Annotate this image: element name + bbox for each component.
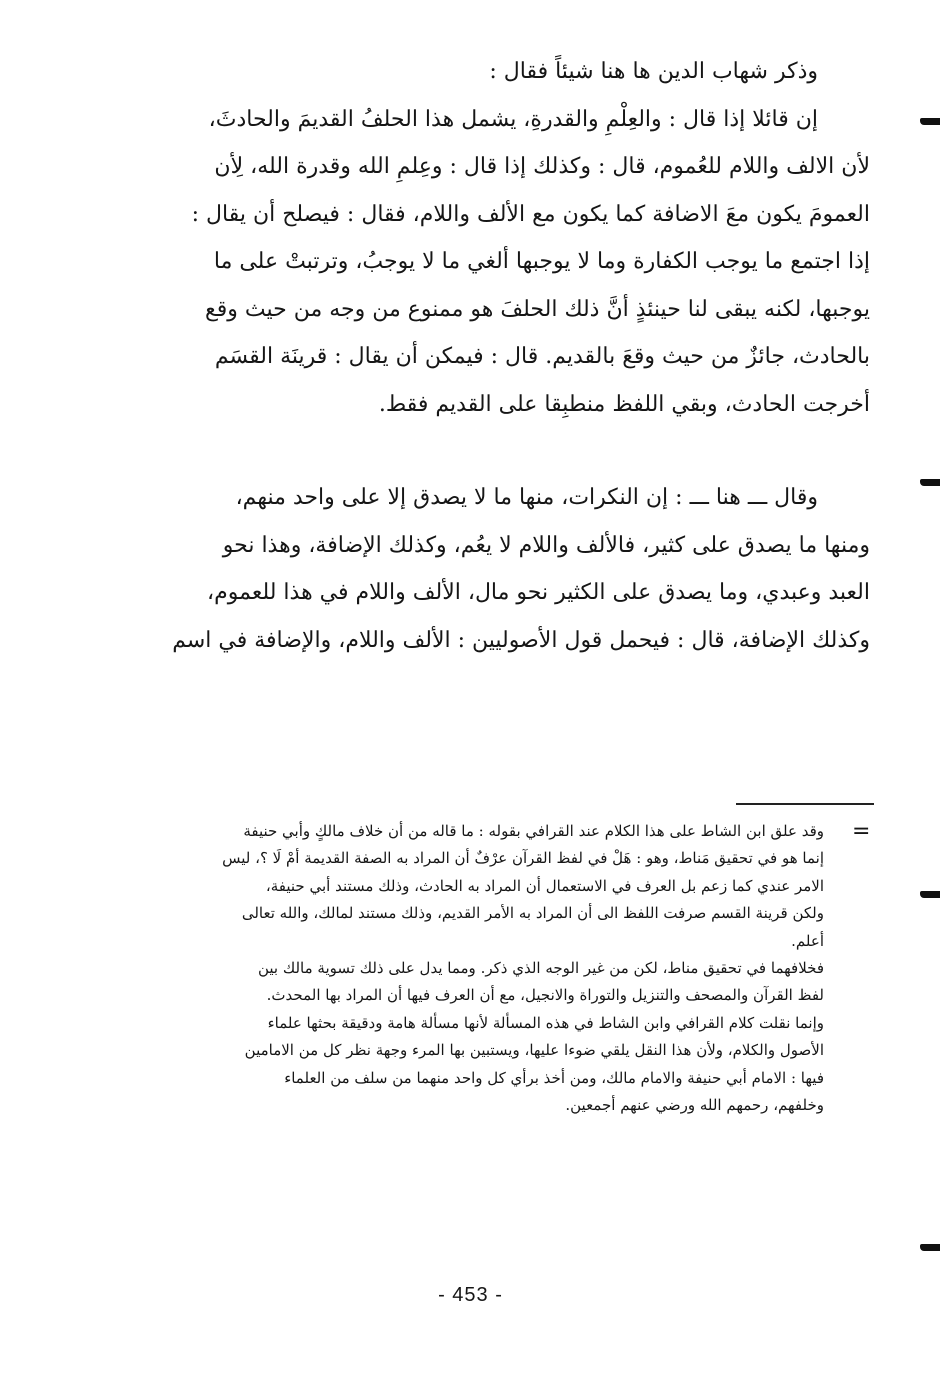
margin-ink-mark [920,479,940,486]
text-line: العمومَ يكون معَ الاضافة كما يكون مع الألف واللام، فقال : فيصلح أن يقال : [191,201,870,227]
footnote-line: أعلم. [791,931,824,950]
footnote-line: فيها : الامام أبي حنيفة والامام مالك، ومن أخذ برأي كل واحد منهما من سلف من العلماء [284,1068,824,1087]
page-number: - 453 - [438,1284,503,1306]
text-line: يوجبها، لكنه يبقى لنا حينئذٍ أنَّ ذلك الحلفَ هو ممنوع من وجه من حيث وقع [205,296,870,322]
main-paragraph-2 [158,474,870,664]
text-line: لأن الالف واللام للعُموم، قال : وكذلك إذا قال : وعِلمِ الله وقدرة الله، لِأن [214,154,870,179]
footnote-line: لفظ القرآن والمصحف والتنزيل والتوراة والانجيل، مع أن العرف فيها أن المراد بها المحدث. [266,986,824,1005]
footnote-separator [736,803,874,805]
footnote-line: الأصول والكلام، ولأن هذا النقل يلقي ضوءا عليها، ويستبين بها المرء وجهة نظر كل من الامامين [244,1041,824,1060]
margin-ink-mark [920,891,940,898]
text-line: إن قائلا إذا قال : والعِلْمِ والقدرةِ، يشمل هذا الحلفُ القديمَ والحادثَ، [208,106,818,132]
text-line: وقال ـــ هنا ـــ : إن النكرات، منها ما لا يصدق إلا على واحد منهم، [235,485,818,510]
text-line: وذكر شهاب الدين ها هنا شيئاً فقال : [489,59,818,84]
footnote-continuation-mark: = [852,819,871,844]
footnote-line: فخلافهما في تحقيق مناط، لكن من غير الوجه الذي ذكر. ومما يدل على ذلك تسوية مالك بين [257,958,824,977]
footnotes [150,818,872,1119]
footnote-line: إنما هو في تحقيق مَناط، وهو : هَلْ في لفظ القرآن عرْفٌ أن المراد به الصفة القديمة أمْ لَا ؟، ليس [222,849,824,868]
footnote-line: وخلفهم، رحمهم الله ورضي عنهم أجمعين. [565,1095,824,1114]
footnote-line: وقد علق ابن الشاط على هذا الكلام عند القرافي بقوله : ما قاله من أن خلاف مالكٍ وأبي حنيفة [243,822,824,840]
text-line: ومنها ما يصدق على كثير، فالألف واللام لا يعُم، وكذلك الإضافة، وهذا نحو [222,532,870,558]
text-line: إذا اجتمع ما يوجب الكفارة وما لا يوجبها ألغي ما لا يوجبُ، وترتبتْ على ما [213,249,870,274]
main-paragraph-1 [158,48,870,428]
text-line: وكذلك الإضافة، قال : فيحمل قول الأصوليين : الألف واللام، والإضافة في اسم [172,627,870,653]
text-line: أخرجت الحادث، وبقي اللفظ منطبِقا على القديم فقط. [378,391,870,417]
footnote-line: ولكن قرينة القسم صرفت اللفظ الى أن المراد به الأمر القديم، وذلك مستند لمالك، والله تعالى [241,904,824,923]
footnote-line: الامر عندي كما زعم بل العرف في الاستعمال أن المراد به الحادث، وذلك مستند أبي حنيفة، [265,876,824,895]
text-line: بالحادث، جائزٌ من حيث وقعَ بالقديم. قال : فيمكن أن يقال : قرينَة القسَم [214,344,870,369]
margin-ink-mark [920,1244,940,1251]
footnote-line: وإنما نقلت كلام القرافي وابن الشاط في هذه المسألة لأنها مسألة هامة ودقيقة بحثها علماء [267,1013,824,1032]
margin-ink-mark [920,118,940,125]
text-line: العبد وعبدي، وما يصدق على الكثير نحو مال، الألف واللام في هذا للعموم، [207,580,870,605]
